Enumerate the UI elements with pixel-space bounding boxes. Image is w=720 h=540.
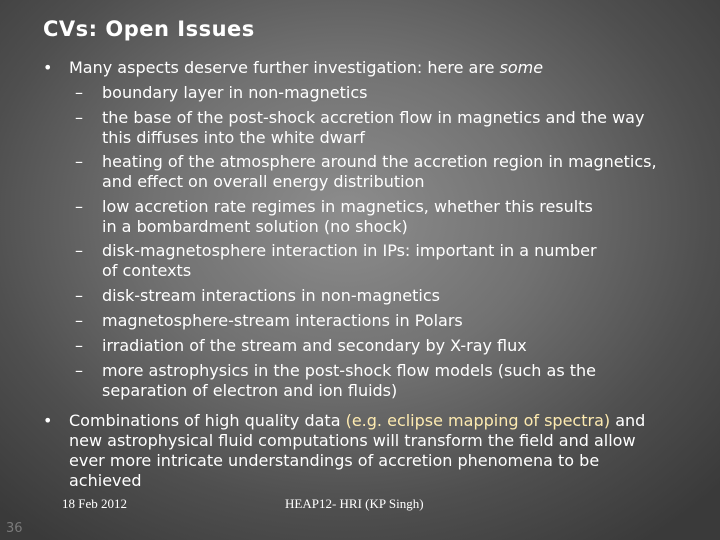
subitem-4 bbox=[75, 197, 602, 237]
subitem-5 bbox=[75, 241, 602, 281]
dash-marker: – bbox=[75, 241, 83, 260]
subitem-3 bbox=[75, 152, 662, 192]
dash-marker: – bbox=[75, 336, 83, 355]
subitem-8 bbox=[75, 336, 702, 356]
bullet-2-text-after: and new astrophysical fluid computations will transform the field and allow ever more intricate understandings of accretion phenomena to be achieved bbox=[69, 411, 646, 490]
dash-marker: – bbox=[75, 361, 83, 380]
subitem-5-text: disk-magnetosphere interaction in IPs: important in a number of contexts bbox=[102, 241, 597, 280]
subitem-7 bbox=[75, 311, 702, 331]
subitem-1-text: boundary layer in non-magnetics bbox=[102, 83, 368, 102]
subitem-6 bbox=[75, 286, 702, 306]
subitem-9 bbox=[75, 361, 642, 401]
bullet-2-text-before: Combinations of high quality data bbox=[69, 411, 346, 430]
dash-marker: – bbox=[75, 311, 83, 330]
bullet-1 bbox=[43, 58, 709, 78]
subitem-7-text: magnetosphere-stream interactions in Polars bbox=[102, 311, 463, 330]
bullet-marker: • bbox=[43, 58, 53, 77]
subitem-9-text: more astrophysics in the post-shock flow models (such as the separation of electron and ion fluids) bbox=[102, 361, 596, 400]
bullet-2 bbox=[43, 411, 669, 491]
bullet-1-text: Many aspects deserve further investigation: here are bbox=[69, 58, 500, 77]
subitem-4-text: low accretion rate regimes in magnetics, whether this results in a bombardment solution (no shock) bbox=[102, 197, 593, 236]
subitem-2-text: the base of the post-shock accretion flow in magnetics and the way this diffuses into the white dwarf bbox=[102, 108, 645, 147]
dash-marker: – bbox=[75, 152, 83, 171]
footer-center-text: HEAP12- HRI (KP Singh) bbox=[285, 496, 424, 511]
subitem-3-text: heating of the atmosphere around the accretion region in magnetics, and effect on overall energy distribution bbox=[102, 152, 657, 191]
dash-marker: – bbox=[75, 83, 83, 102]
subitem-1 bbox=[75, 83, 702, 103]
slide-number: 36 bbox=[6, 521, 23, 536]
dash-marker: – bbox=[75, 108, 83, 127]
bullet-2-highlight: (e.g. eclipse mapping of spectra) bbox=[345, 411, 611, 430]
subitem-8-text: irradiation of the stream and secondary by X-ray flux bbox=[102, 336, 527, 355]
subitem-6-text: disk-stream interactions in non-magnetics bbox=[102, 286, 440, 305]
dash-marker: – bbox=[75, 197, 83, 216]
subitem-2 bbox=[75, 108, 662, 148]
bullet-marker: • bbox=[43, 411, 53, 430]
slide-title: CVs: Open Issues bbox=[43, 17, 255, 41]
footer-date: 18 Feb 2012 bbox=[62, 496, 127, 511]
dash-marker: – bbox=[75, 286, 83, 305]
bullet-1-emphasis: some bbox=[499, 58, 544, 77]
